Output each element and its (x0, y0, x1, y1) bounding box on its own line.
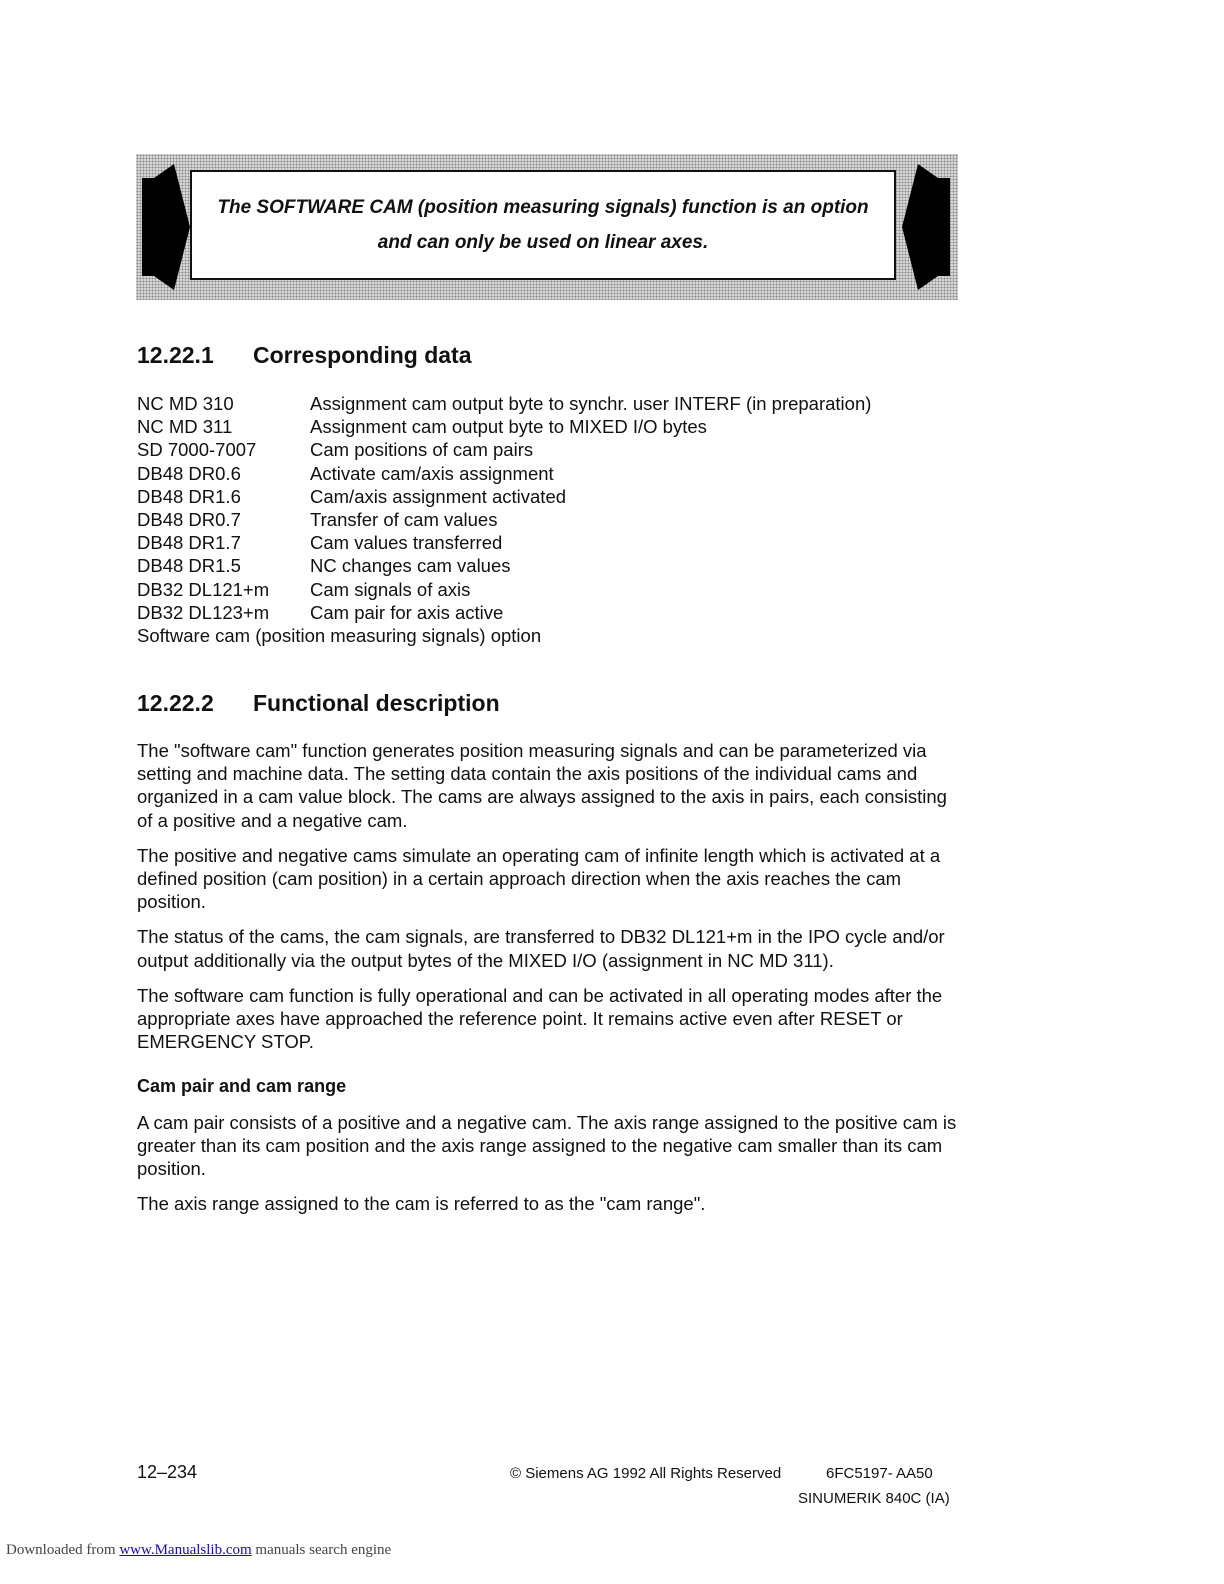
notice-line-2: and can only be used on linear axes. (377, 232, 709, 253)
paragraph: The software cam function is fully operational and can be activated in all operating modes after the appropriate axes have approached the reference point. It remains active even after RESET or EMERGENCY STOP. (137, 984, 943, 1053)
data-description: Assignment cam output byte to MIXED I/O bytes (310, 416, 707, 438)
data-description: Transfer of cam values (310, 509, 498, 531)
section-2-title: Functional description (253, 690, 500, 716)
section-2-number: 12.22.2 (137, 690, 214, 716)
data-description: Cam/axis assignment activated (310, 485, 567, 507)
arrow-left-icon (902, 164, 952, 290)
notice-box (136, 154, 958, 300)
data-code: DB48 DR1.7 (137, 532, 241, 554)
product-name: SINUMERIK 840C (IA) (798, 1490, 950, 1507)
paragraph: A cam pair consists of a positive and a negative cam. The axis range assigned to the positive cam is greater than its cam position and the axis range assigned to the negative cam smaller than its cam position. (137, 1111, 957, 1180)
manualslib-link[interactable]: www.Manualslib.com (119, 1542, 252, 1558)
data-footnote-text: Software cam (position measuring signals) option (137, 625, 542, 647)
data-code: DB48 DR0.6 (137, 462, 241, 484)
data-code: DB48 DR1.6 (137, 485, 241, 507)
data-row (137, 392, 871, 415)
paragraph: The axis range assigned to the cam is referred to as the "cam range". (137, 1193, 706, 1215)
section-1-title: Corresponding data (253, 342, 472, 368)
download-prefix: Downloaded from (6, 1542, 120, 1558)
data-row (137, 554, 871, 577)
data-code: DB48 DR0.7 (137, 509, 241, 531)
data-row (137, 578, 871, 601)
subheading: Cam pair and cam range (137, 1076, 347, 1097)
section-2-heading (137, 690, 500, 717)
data-row (137, 601, 871, 624)
notice-text-panel (190, 170, 896, 280)
download-suffix: manuals search engine (251, 1542, 392, 1558)
data-row (137, 485, 871, 508)
data-code: SD 7000-7007 (137, 439, 257, 461)
data-code: DB32 DL123+m (137, 601, 270, 623)
page-number: 12–234 (137, 1462, 198, 1482)
data-row (137, 508, 871, 531)
data-code: NC MD 310 (137, 393, 234, 414)
data-row (137, 438, 871, 461)
data-description: Cam values transferred (310, 532, 503, 554)
data-row (137, 531, 871, 554)
copyright: © Siemens AG 1992 All Rights Reserved (510, 1465, 782, 1482)
data-row (137, 415, 871, 438)
data-code: DB48 DR1.5 (137, 555, 241, 577)
data-footnote (137, 624, 871, 647)
paragraph: The status of the cams, the cam signals, are transferred to DB32 DL121+m in the IPO cycle and/or output additionally via the output bytes of the MIXED I/O (assignment in NC MD 311). (137, 926, 945, 971)
section-1-number: 12.22.1 (137, 342, 214, 368)
data-description: Cam signals of axis (310, 578, 471, 600)
arrow-right-icon (140, 164, 190, 290)
data-description: NC changes cam values (310, 555, 511, 577)
download-banner (6, 1542, 391, 1559)
section-1-heading (137, 342, 472, 369)
corresponding-data-list (137, 392, 871, 647)
data-description: Assignment cam output byte to synchr. user INTERF (in preparation) (310, 393, 872, 414)
paragraph: The "software cam" function generates position measuring signals and can be parameterized via setting and machine data. The setting data contain the axis positions of the individual cams and organized in a cam value block. The cams are always assigned to the axis in pairs, each consisting of a positive and a negative cam. (137, 740, 947, 831)
functional-description (137, 739, 957, 1227)
notice-line-1: The SOFTWARE CAM (position measuring signals) function is an option (217, 197, 869, 218)
data-description: Cam positions of cam pairs (310, 439, 534, 461)
data-description: Activate cam/axis assignment (310, 462, 554, 484)
order-code: 6FC5197- AA50 (826, 1465, 933, 1482)
data-code: NC MD 311 (137, 416, 233, 438)
data-row (137, 462, 871, 485)
data-code: DB32 DL121+m (137, 578, 270, 600)
data-description: Cam pair for axis active (310, 601, 504, 623)
paragraph: The positive and negative cams simulate an operating cam of infinite length which is activated at a defined position (cam position) in a certain approach direction when the axis reaches the cam position. (137, 844, 941, 913)
